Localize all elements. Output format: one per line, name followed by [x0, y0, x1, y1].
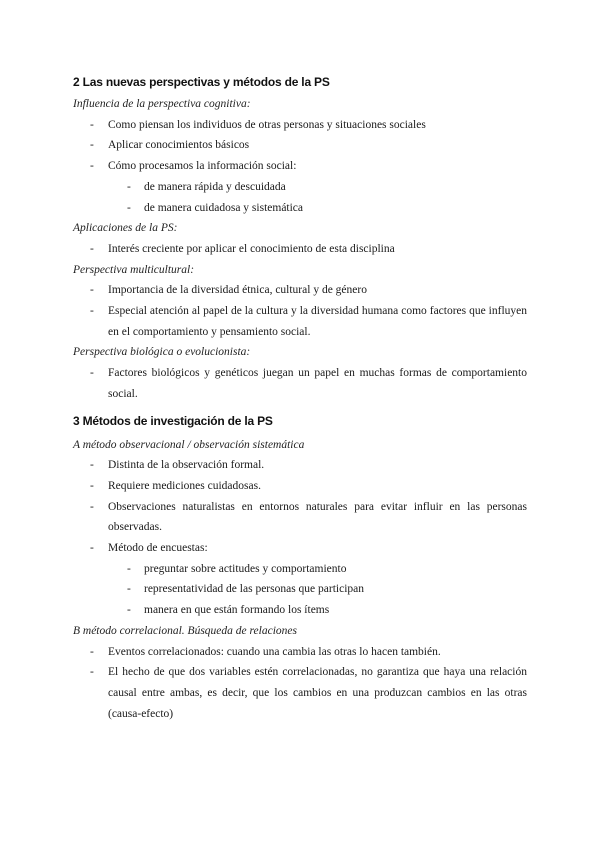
subsection-title: Perspectiva multicultural:: [73, 263, 195, 276]
subsection-title: Perspectiva biológica o evolucionista:: [73, 346, 251, 359]
subsection-title: A método observacional / observación sistemática: [73, 438, 305, 451]
section-heading: 2 Las nuevas perspectivas y métodos de la PS: [73, 75, 330, 89]
subsection-title: Aplicaciones de la PS:: [73, 222, 178, 235]
sub-list-item: - de manera cuidadosa y sistemática: [127, 201, 304, 214]
list-item: - Factores biológicos y genéticos juegan un papel en muchas formas de comportamiento social.: [90, 367, 527, 400]
bullet-list: [73, 363, 527, 404]
sub-list-item: - manera en que están formando los ítems: [127, 604, 330, 617]
subsection-title: Influencia de la perspectiva cognitiva:: [73, 98, 251, 110]
list-item: - Aplicar conocimientos básicos: [90, 139, 250, 152]
list-item: - El hecho de que dos variables estén correlacionadas, no garantiza que haya una relación causal entre ambas, es decir, que los cambios en una produzcan cambios en las otras (causa-efecto): [90, 666, 527, 720]
list-item: - Método de encuestas:: [90, 542, 208, 555]
list-item: - Eventos correlacionados: cuando una cambia las otras lo hacen también.: [90, 645, 441, 658]
bullet-list: [73, 280, 527, 342]
bullet-list: [73, 115, 527, 219]
bullet-list: [73, 642, 527, 725]
sub-list-item: - preguntar sobre actitudes y comportamiento: [127, 562, 347, 575]
list-item: - Cómo procesamos la información social:: [90, 160, 297, 173]
list-item: - Como piensan los individuos de otras personas y situaciones sociales: [90, 118, 426, 131]
list-item: - Observaciones naturalistas en entornos naturales para evitar influir en las personas observadas.: [90, 500, 527, 534]
document-page: [73, 68, 527, 724]
bullet-list: [73, 239, 527, 260]
sub-list-item: - representatividad de las personas que participan: [127, 583, 365, 596]
list-item: - Especial atención al papel de la cultura y la diversidad humana como factores que influyen en el comportamiento y pensamiento social.: [90, 305, 527, 338]
list-item: - Importancia de la diversidad étnica, cultural y de género: [90, 284, 367, 297]
section-heading: 3 Métodos de investigación de la PS: [73, 413, 273, 428]
bullet-list: [73, 455, 527, 621]
list-item: - Distinta de la observación formal.: [90, 459, 265, 472]
list-item: - Interés creciente por aplicar el conocimiento de esta disciplina: [90, 242, 395, 255]
sub-list-item: - de manera rápida y descuidada: [127, 180, 286, 193]
list-item: - Requiere mediciones cuidadosas.: [90, 479, 261, 492]
subsection-title: B método correlacional. Búsqueda de relaciones: [73, 624, 297, 637]
